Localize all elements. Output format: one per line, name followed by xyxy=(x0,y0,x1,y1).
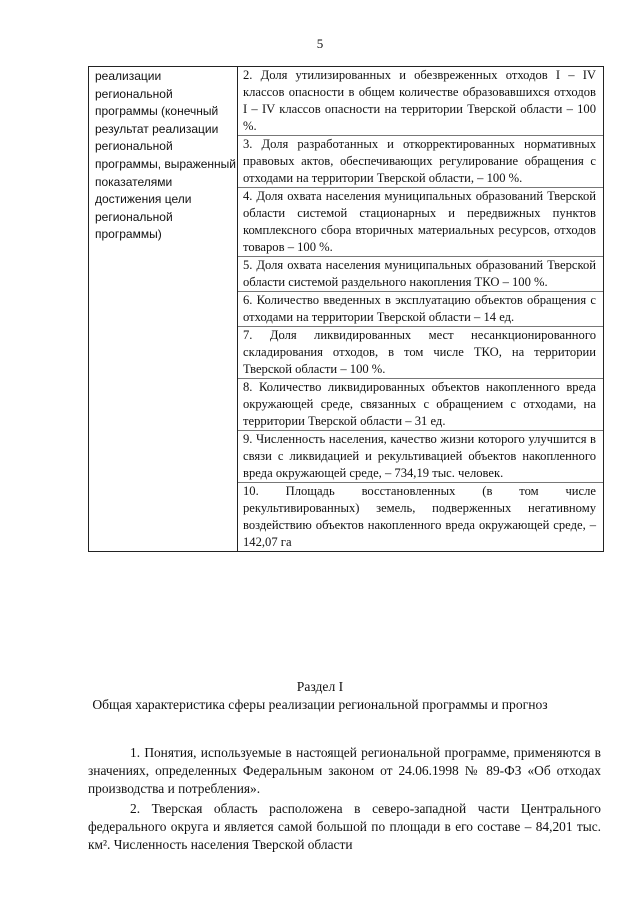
indicator-item: 3. Доля разработанных и откорректированных нормативных правовых актов, обеспечивающих регулирование обращения с отходами на территории Тверской области, – 100 %. xyxy=(238,136,603,188)
indicator-item: 9. Численность населения, качество жизни которого улучшится в связи с ликвидацией и рекультивацией объектов накопленного вреда окружающей среде, – 734,19 тыс. человек. xyxy=(238,431,603,483)
indicator-item: 4. Доля охвата населения муниципальных образований Тверской области системой стационарных и передвижных пунктов комплексного сбора вторичных материальных ресурсов, отходов товаров – 100 %. xyxy=(238,188,603,257)
body-paragraph: 2. Тверская область расположена в северо-западной части Центрального федерального округа и является самой большой по площади в его составе – 84,201 тыс. км². Численность населения Тверской области xyxy=(88,801,601,853)
section-title: Раздел I xyxy=(296,679,344,694)
table-row xyxy=(89,67,604,552)
body-paragraph: 1. Понятия, используемые в настоящей региональной программе, применяются в значениях, определенных Федеральным законом от 24.06.1998 № 89-ФЗ «Об отходах производства и потребления». xyxy=(88,745,601,797)
indicator-item: 6. Количество введенных в эксплуатацию объектов обращения с отходами на территории Тверской области – 14 ед. xyxy=(238,292,603,327)
page-number: 5 xyxy=(316,36,324,51)
indicator-item: 8. Количество ликвидированных объектов накопленного вреда окружающей среде, связанных с обращением с отходами, на территории Тверской области – 31 ед. xyxy=(238,379,603,431)
indicator-item: 2. Доля утилизированных и обезвреженных отходов I – IV классов опасности в общем количестве образовавшихся отходов I – IV классов опасности на территории Тверской области – 100 %. xyxy=(238,67,603,136)
table-label-text: реализации региональной программы (конечный результат реализации региональной программы, выраженный показателями достижения цели региональной программы) xyxy=(95,69,236,242)
goals-table xyxy=(88,66,604,552)
section-subtitle: Общая характеристика сферы реализации региональной программы и прогноз xyxy=(92,697,548,712)
indicator-item: 5. Доля охвата населения муниципальных образований Тверской области системой раздельного накопления ТКО – 100 %. xyxy=(238,257,603,292)
indicator-item: 7. Доля ликвидированных мест несанкционированного складирования отходов, в том числе ТКО, на территории Тверской области – 100 %. xyxy=(238,327,603,379)
indicator-item: 10. Площадь восстановленных (в том числе рекультивированных) земель, подверженных негативному воздействию объектов накопленного вреда окружающей среде, – 142,07 га xyxy=(243,484,596,549)
table-values-cell xyxy=(238,67,604,552)
table-label-cell xyxy=(89,67,238,552)
